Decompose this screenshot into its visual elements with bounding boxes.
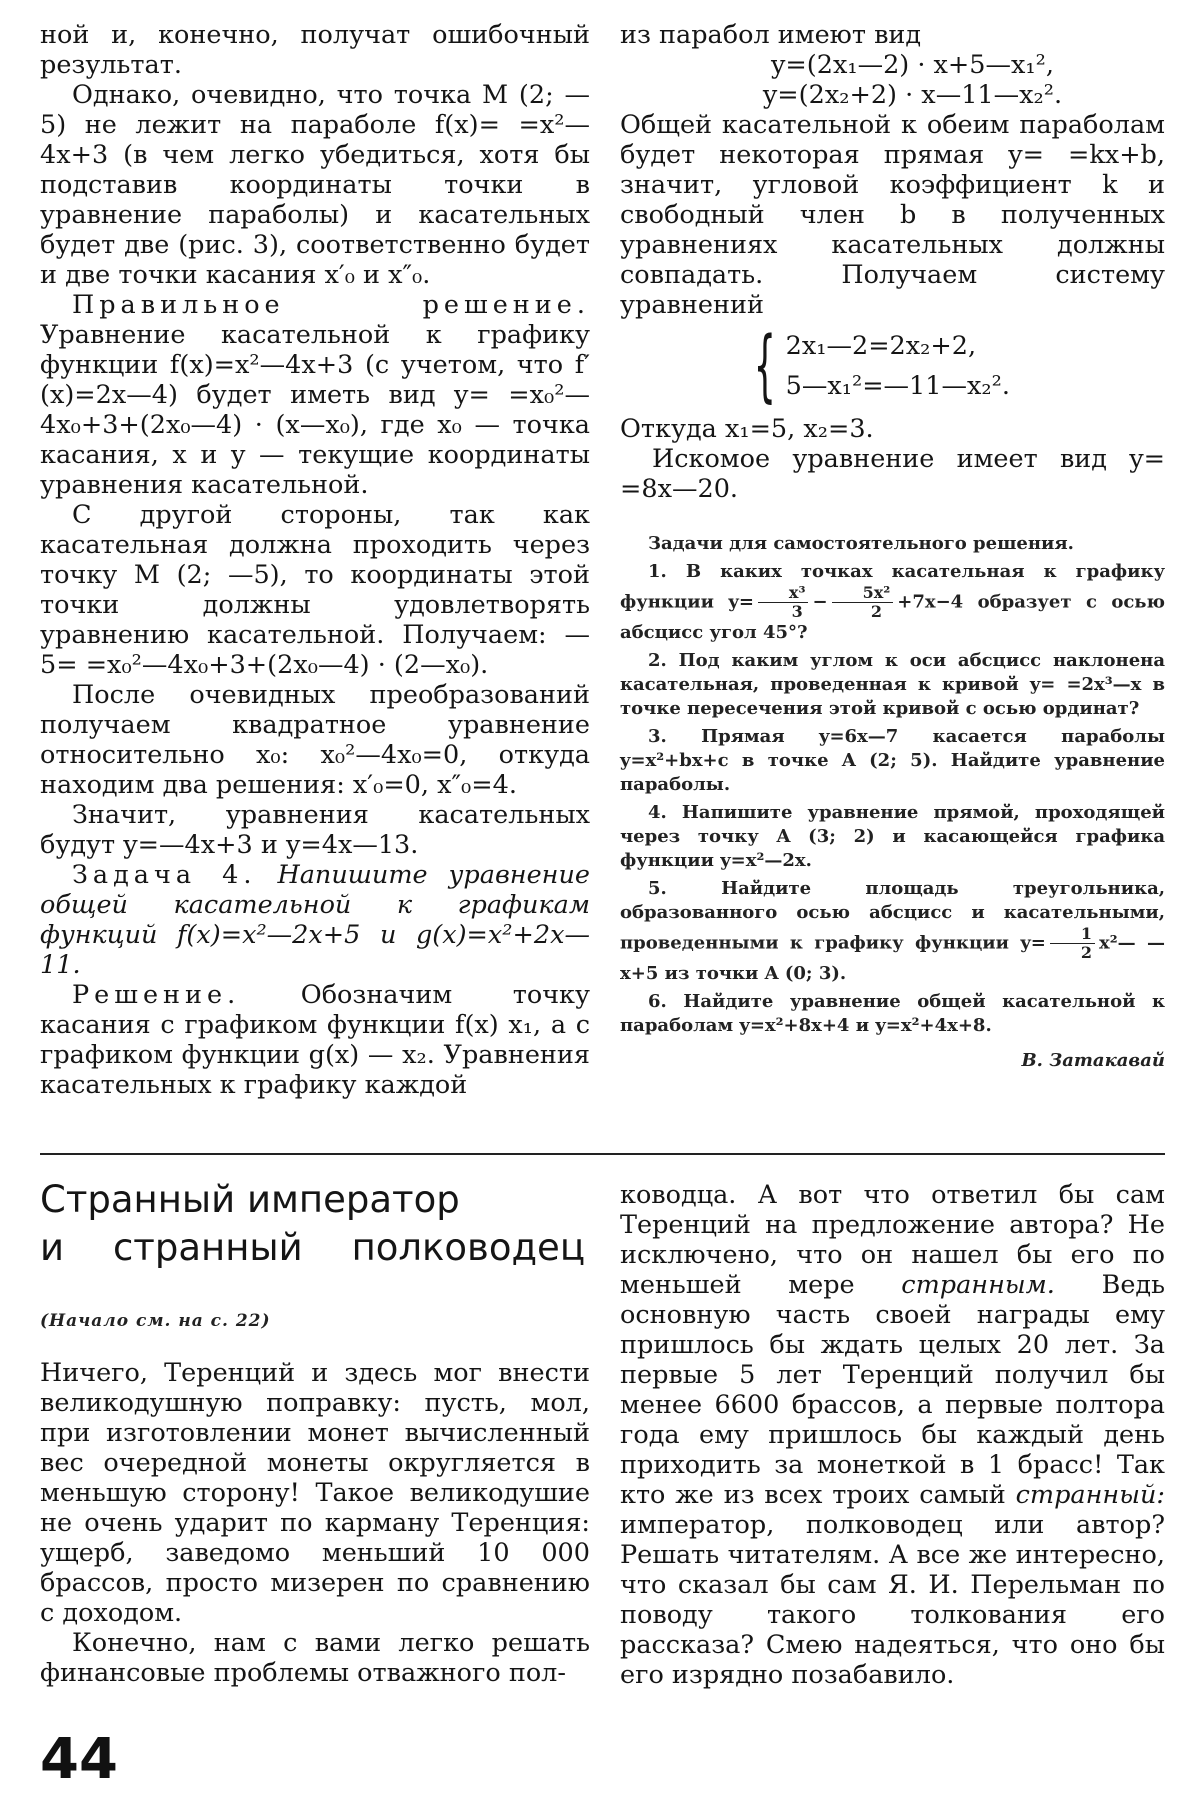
right-column xyxy=(620,20,1165,1071)
system-line: 5—x₁²=—11—x₂². xyxy=(785,371,1010,401)
paragraph: Конечно, нам с вами легко решать финансовые проблемы отважного пол- xyxy=(40,1628,590,1688)
paragraph: ной и, конечно, получат ошибочный результат. xyxy=(40,20,590,80)
paragraph: С другой стороны, так как касательная должна проходить через точку M (2; —5), то координаты этой точки должны удовлетворять уравнению касательной. Получаем: —5= =x₀²—4x₀+3+(2x₀—4) · (2—x₀). xyxy=(40,500,590,680)
fraction: $\frac{\text{x³}}{3}$ xyxy=(758,584,809,621)
article-left-column xyxy=(40,1358,590,1688)
formula-line: y=(2x₁—2) · x+5—x₁², xyxy=(771,50,1054,80)
paragraph: Однако, очевидно, что точка M (2; —5) не лежит на параболе f(x)= =x²—4x+3 (в чем легко убедиться, хотя бы подставив координаты точки в уравнение параболы) и касательных будет две (рис. 3), соответственно будет и две точки касания x′₀ и x″₀. xyxy=(40,80,590,290)
brace-icon: { xyxy=(753,321,776,411)
exercise-2: 2. Под каким углом к оси абсцисс наклонена касательная, проведенная к кривой y= =2x³—x в точке пересечения этой кривой с осью ординат? xyxy=(620,650,1165,719)
paragraph: Общей касательной к обеим параболам будет некоторая прямая y= =kx+b, значит, угловой коэффициент k и свободный член b в полученных уравнениях касательных должны совпадать. Получаем систему уравнений xyxy=(620,110,1165,320)
formula-line: y=(2x₂+2) · x—11—x₂². xyxy=(762,80,1063,110)
section-divider xyxy=(40,1153,1165,1155)
article-title xyxy=(40,1176,585,1272)
paragraph: из парабол имеют вид xyxy=(620,20,922,50)
exercise-3: 3. Прямая y=6x—7 касается параболы y=x²+bx+c в точке A (2; 5). Найдите уравнение параболы. xyxy=(620,726,1165,795)
correct-solution-label: Правильное решение. xyxy=(72,290,590,320)
page-number: 44 xyxy=(40,1727,118,1792)
paragraph: Откуда x₁=5, x₂=3. xyxy=(620,414,874,444)
tangent-equations xyxy=(620,50,1165,110)
paragraph: Значит, уравнения касательных будут y=—4x+3 и y=4x—13. xyxy=(40,800,590,860)
exercise-4: 4. Напишите уравнение прямой, проходящей через точку A (3; 2) и касающейся графика функции y=x²—2x. xyxy=(620,802,1165,871)
paragraph: ководца. А вот что ответил бы сам Теренций на предложение автора? Не исключено, что он нашел бы его по меньшей мере странным. Ведь основную часть своей награды ему пришлось бы ждать целых 20 лет. За первые 5 лет Теренций получил бы менее 6600 брассов, а первые полтора года ему пришлось бы каждый день приходить за монеткой в 1 брасс! Так кто же из всех троих самый странный: император, полководец или автор? Решать читателям. А все же интересно, что сказал бы сам Я. И. Перельман по поводу такого толкования его рассказа? Смею надеяться, что оно бы его изрядно позабавило. xyxy=(620,1180,1165,1690)
title-line: и странный полководец xyxy=(40,1226,585,1269)
exercise-5: 5. Найдите площадь треугольника, образованного осью абсцисс и касательными, проведенными к графику функции y= $\frac{1}{2}$ x²— —x+5 из точки A (0; 3). xyxy=(620,878,1165,984)
equation-system xyxy=(740,321,1165,411)
system-line: 2x₁—2=2x₂+2, xyxy=(785,331,977,361)
paragraph: Решение. Обозначим точку касания с графиком функции f(x) x₁, а с графиком функции g(x) — x₂. Уравнения касательных к графику каждой xyxy=(40,980,590,1100)
paragraph: Ничего, Теренций и здесь мог внести великодушную поправку: пусть, мол, при изготовлении монет вычисленный вес очередной монеты округляется в меньшую сторону! Такое великодушие не очень ударит по карману Теренция: ущерб, заведомо меньший 10 000 брассов, просто мизерен по сравнению с доходом. xyxy=(40,1358,590,1628)
paragraph: Правильное решение. Уравнение касательной к графику функции f(x)=x²—4x+3 (с учетом, что f′(x)=2x—4) будет иметь вид y= =x₀²—4x₀+3+(2x₀—4) · (x—x₀), где x₀ — точка касания, x и y — текущие координаты уравнения касательной. xyxy=(40,290,590,500)
title-line: Странный император xyxy=(40,1178,460,1221)
solution-label: Решение. xyxy=(72,980,241,1010)
exercises xyxy=(620,532,1165,1071)
exercise-6: 6. Найдите уравнение общей касательной к параболам y=x²+8x+4 и y=x²+4x+8. xyxy=(620,991,1165,1036)
problem-4: Задача 4. Напишите уравнение общей касательной к графикам функций f(x)=x²—2x+5 и g(x)=x²+2x—11. xyxy=(40,860,590,980)
paragraph: Искомое уравнение имеет вид y= =8x—20. xyxy=(620,444,1165,504)
exercises-heading: Задачи для самостоятельного решения. xyxy=(648,533,1074,554)
article-right-column xyxy=(620,1180,1165,1690)
continuation-note: (Начало см. на с. 22) xyxy=(40,1311,271,1331)
fraction: $\frac{\text{5x²}}{2}$ xyxy=(832,584,894,621)
exercise-1: 1. В каких точках касательная к графику функции y= $\frac{\text{x³}}{3}$ − $\frac{\text{5x²}}{2}$ +7x−4 образует с осью абсцисс угол 45°? xyxy=(620,561,1165,643)
fraction: $\frac{1}{2}$ xyxy=(1050,925,1095,962)
problem-label: Задача 4. xyxy=(72,860,257,890)
left-column xyxy=(40,20,590,1100)
author-signature: В. Затакавай xyxy=(1021,1050,1165,1071)
paragraph: После очевидных преобразований получаем квадратное уравнение относительно x₀: x₀²—4x₀=0, откуда находим два решения: x′₀=0, x″₀=4. xyxy=(40,680,590,800)
